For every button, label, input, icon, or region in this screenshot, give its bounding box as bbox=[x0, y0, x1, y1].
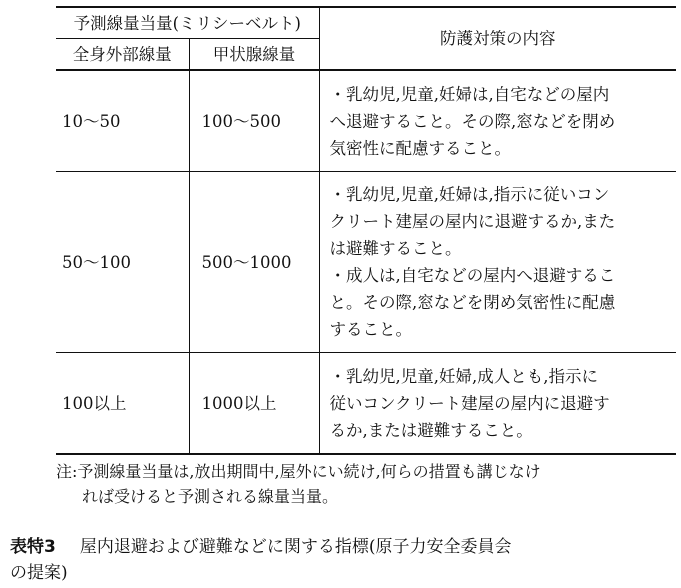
measures-cell bbox=[319, 353, 676, 455]
protection-measures-table bbox=[56, 6, 676, 455]
measures-line: ・乳幼児,児童,妊婦は,自宅などの屋内 bbox=[329, 84, 610, 104]
table-row bbox=[56, 70, 676, 172]
measures-line: と。その際,窓などを閉め気密性に配慮 bbox=[329, 293, 616, 312]
table-row bbox=[56, 172, 676, 353]
header-thyroid-dose: 甲状腺線量 bbox=[189, 39, 319, 71]
measures-line: は避難すること。 bbox=[329, 239, 462, 258]
caption-label: 表特3 bbox=[10, 537, 56, 557]
thyroid-dose-cell: 500〜1000 bbox=[189, 172, 319, 353]
table-header-row bbox=[56, 7, 676, 39]
measures-line: ・乳幼児,児童,妊婦,成人とも,指示に bbox=[329, 366, 598, 386]
whole-body-dose-cell: 100以上 bbox=[56, 353, 189, 455]
header-whole-body-dose: 全身外部線量 bbox=[56, 39, 189, 71]
thyroid-dose-cell: 1000以上 bbox=[189, 353, 319, 455]
header-measures: 防護対策の内容 bbox=[319, 7, 676, 70]
measures-line: るか,または避難すること。 bbox=[329, 420, 533, 440]
measures-line: ・乳幼児,児童,妊婦は,指示に従いコン bbox=[329, 185, 610, 204]
measures-line: すること。 bbox=[329, 320, 412, 339]
measures-cell bbox=[319, 70, 676, 172]
caption-line: の提案) bbox=[10, 563, 68, 583]
measures-line: ・成人は,自宅などの屋内へ退避するこ bbox=[329, 266, 616, 285]
table-row bbox=[56, 353, 676, 455]
measures-line: 従いコンクリート建屋の屋内に退避す bbox=[329, 393, 610, 413]
measures-line: 気密性に配慮すること。 bbox=[329, 138, 511, 158]
measures-line: へ退避すること。その際,窓などを閉め bbox=[329, 111, 616, 131]
whole-body-dose-cell: 50〜100 bbox=[56, 172, 189, 353]
measures-cell bbox=[319, 172, 676, 353]
table-footnote bbox=[56, 459, 666, 509]
footnote-line: れば受けると予測される線量当量。 bbox=[82, 487, 339, 506]
footnote-line: 注:予測線量当量は,放出期間中,屋外にい続け,何らの措置も講じなけ bbox=[56, 462, 541, 481]
whole-body-dose-cell: 10〜50 bbox=[56, 70, 189, 172]
thyroid-dose-cell: 100〜500 bbox=[189, 70, 319, 172]
header-dose-equivalent: 予測線量当量(ミリシーベルト) bbox=[73, 13, 301, 33]
caption-line bbox=[10, 534, 675, 560]
measures-line: クリート建屋の屋内に退避するか,また bbox=[329, 212, 616, 231]
table-caption bbox=[10, 534, 675, 586]
caption-title: 屋内退避および避難などに関する指標(原子力安全委員会 bbox=[79, 537, 512, 557]
